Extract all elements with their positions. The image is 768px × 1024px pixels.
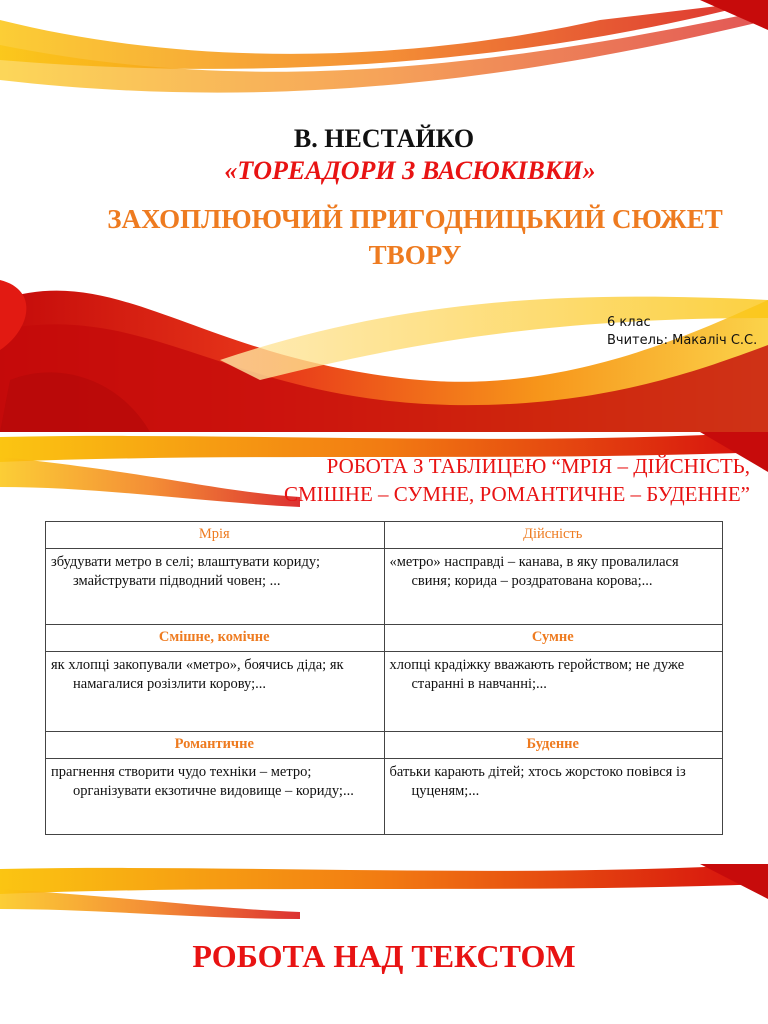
table-header-row — [46, 625, 723, 652]
table-row — [46, 549, 723, 625]
table-row — [46, 759, 723, 835]
column-header: Смішне, комічне — [46, 625, 385, 652]
table-cell — [46, 652, 385, 732]
slide-table — [0, 432, 768, 864]
cell-text: хлопці крадіжку вважають геройством; не дуже старанні в навчанні;... — [389, 657, 685, 692]
cell-text: як хлопці закопували «метро», боячись діда; як намагалися розізлити корову;... — [51, 657, 344, 692]
class-info — [607, 314, 757, 350]
table-cell — [384, 759, 723, 835]
cell-text: збудувати метро в селі; влаштувати кориду; змайструвати підводний човен; ... — [51, 554, 321, 589]
column-header: Романтичне — [46, 732, 385, 759]
cell-text: батьки карають дітей; хтось жорстоко повівся із цуценям;... — [389, 764, 686, 799]
table-cell — [384, 549, 723, 625]
column-header: Дійсність — [384, 522, 723, 549]
cell-text: прагнення створити чудо техніки – метро; організувати екзотичне видовище – кориду;... — [51, 764, 354, 799]
column-header: Мрія — [46, 522, 385, 549]
cell-text: «метро» насправді – канава, в яку провалилася свиня; корида – роздратована корова;... — [389, 554, 679, 589]
teacher-label: Вчитель: Макаліч С.С. — [607, 333, 758, 348]
heading-line: РОБОТА З ТАБЛИЦЕЮ “МРІЯ – ДІЙСНІСТЬ, — [326, 454, 750, 478]
slide-title — [0, 0, 768, 432]
slide-text-work — [0, 864, 768, 1024]
section-title: РОБОТА НАД ТЕКСТОМ — [192, 938, 576, 974]
column-header: Буденне — [384, 732, 723, 759]
subtitle-line: ТВОРУ — [368, 240, 462, 270]
column-header: Сумне — [384, 625, 723, 652]
heading-line: СМІШНЕ – СУМНЕ, РОМАНТИЧНЕ – БУДЕННЕ” — [283, 482, 750, 506]
table-row — [46, 652, 723, 732]
table-cell — [384, 652, 723, 732]
table-heading — [284, 452, 750, 508]
subtitle-line: ЗАХОПЛЮЮЧИЙ ПРИГОДНИЦЬКИЙ СЮЖЕТ — [107, 204, 723, 234]
grade-label: 6 клас — [607, 315, 651, 330]
work-title: «ТОРЕАДОРИ З ВАСЮКІВКИ» — [224, 156, 596, 185]
author-name: В. НЕСТАЙКО — [293, 124, 475, 153]
swoosh-decoration — [0, 864, 768, 924]
table-header-row — [46, 732, 723, 759]
table-cell — [46, 759, 385, 835]
table-header-row — [46, 522, 723, 549]
table-cell — [46, 549, 385, 625]
comparison-table — [45, 521, 723, 835]
lesson-subtitle — [0, 201, 768, 273]
